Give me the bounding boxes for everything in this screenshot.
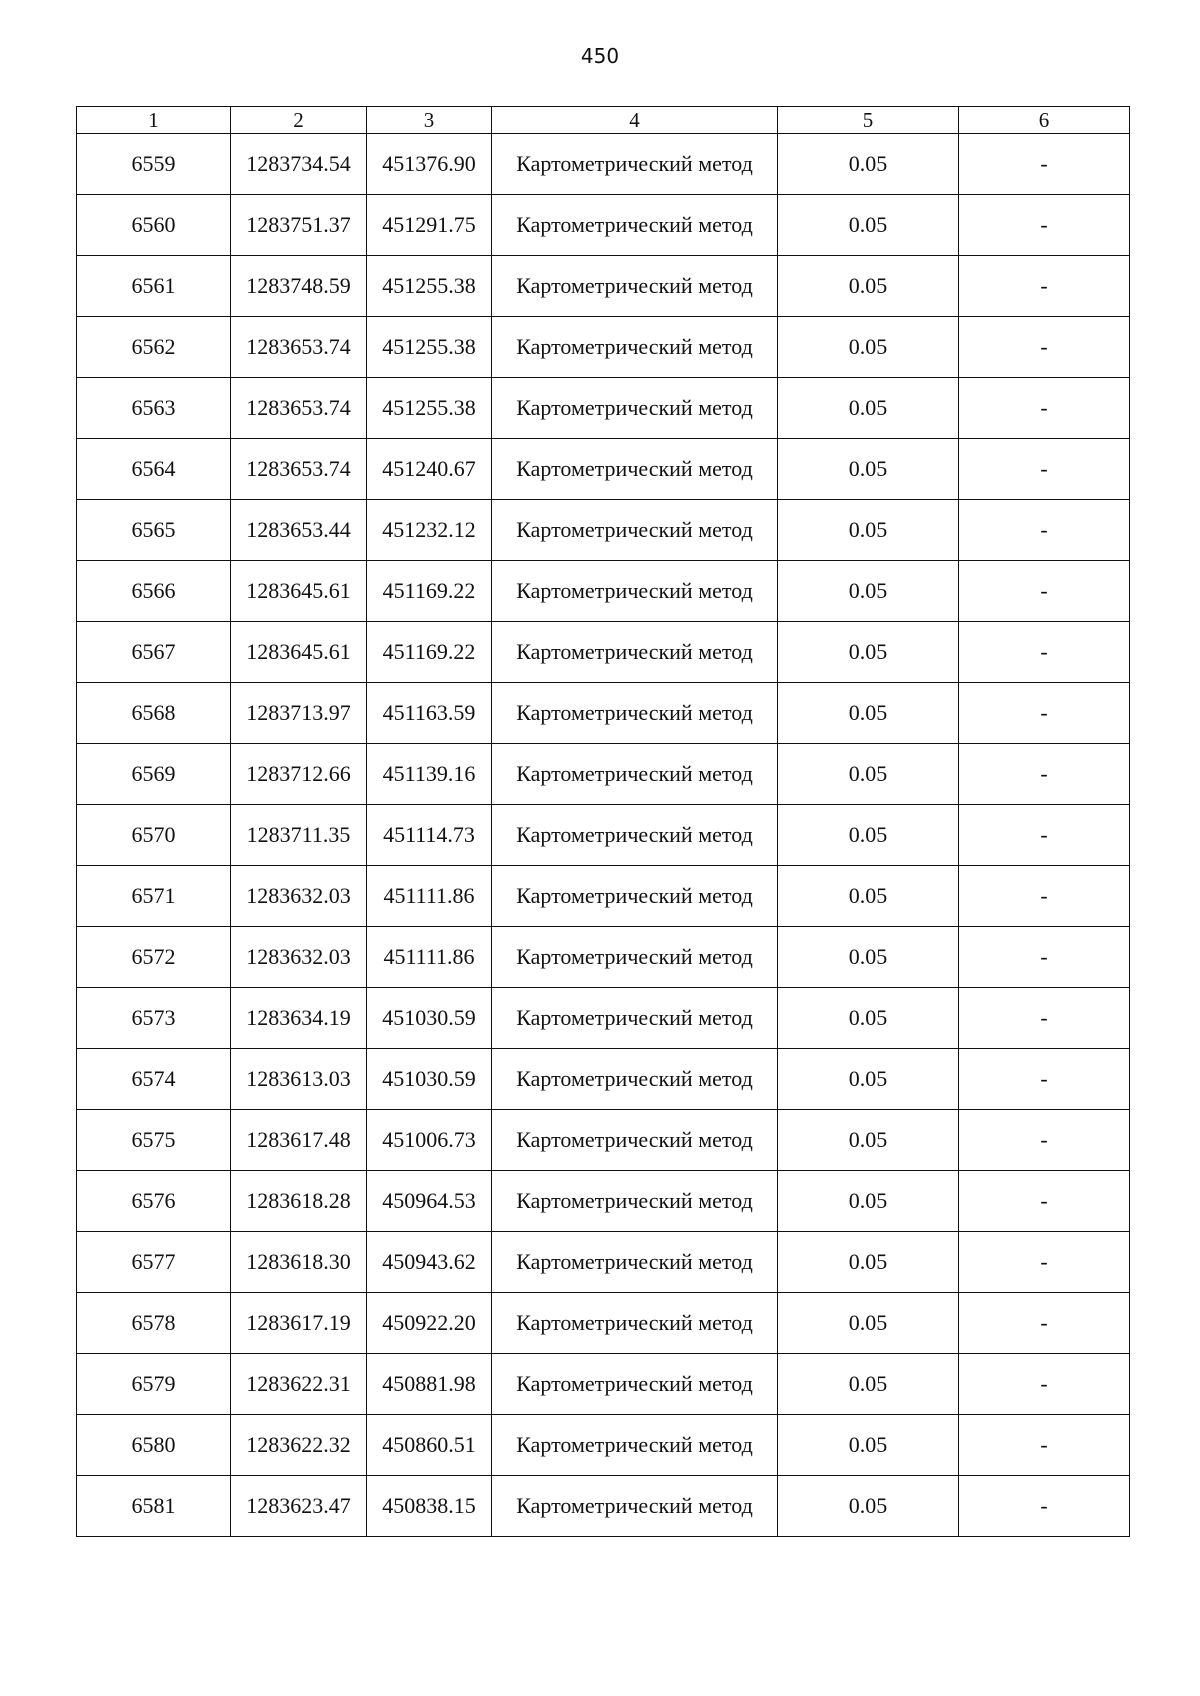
y-coordinate-cell: 450838.15 (367, 1476, 492, 1537)
method-cell: Картометрический метод (492, 195, 778, 256)
y-coordinate-cell: 451114.73 (367, 805, 492, 866)
accuracy-cell: 0.05 (778, 195, 959, 256)
table-row (77, 866, 1130, 927)
point-number-cell: 6567 (77, 622, 231, 683)
note-cell: - (959, 134, 1130, 195)
accuracy-cell: 0.05 (778, 1415, 959, 1476)
x-coordinate-cell: 1283653.74 (231, 317, 367, 378)
accuracy-cell: 0.05 (778, 927, 959, 988)
accuracy-cell: 0.05 (778, 1232, 959, 1293)
table-row (77, 1415, 1130, 1476)
x-coordinate-cell: 1283713.97 (231, 683, 367, 744)
method-cell: Картометрический метод (492, 1293, 778, 1354)
column-header-3: 3 (367, 107, 492, 134)
accuracy-cell: 0.05 (778, 134, 959, 195)
accuracy-cell: 0.05 (778, 1171, 959, 1232)
point-number-cell: 6566 (77, 561, 231, 622)
accuracy-cell: 0.05 (778, 439, 959, 500)
table-row (77, 256, 1130, 317)
method-cell: Картометрический метод (492, 1232, 778, 1293)
note-cell: - (959, 988, 1130, 1049)
note-cell: - (959, 1415, 1130, 1476)
y-coordinate-cell: 451139.16 (367, 744, 492, 805)
point-number-cell: 6573 (77, 988, 231, 1049)
accuracy-cell: 0.05 (778, 317, 959, 378)
x-coordinate-cell: 1283645.61 (231, 622, 367, 683)
table-row (77, 500, 1130, 561)
note-cell: - (959, 500, 1130, 561)
table-row (77, 1171, 1130, 1232)
x-coordinate-cell: 1283748.59 (231, 256, 367, 317)
x-coordinate-cell: 1283622.31 (231, 1354, 367, 1415)
table-header (77, 107, 1130, 134)
note-cell: - (959, 256, 1130, 317)
table-row (77, 1354, 1130, 1415)
x-coordinate-cell: 1283617.48 (231, 1110, 367, 1171)
accuracy-cell: 0.05 (778, 622, 959, 683)
table-row (77, 683, 1130, 744)
note-cell: - (959, 195, 1130, 256)
column-header-4: 4 (492, 107, 778, 134)
table-row (77, 805, 1130, 866)
point-number-cell: 6564 (77, 439, 231, 500)
y-coordinate-cell: 450964.53 (367, 1171, 492, 1232)
table-row (77, 1293, 1130, 1354)
y-coordinate-cell: 450860.51 (367, 1415, 492, 1476)
method-cell: Картометрический метод (492, 561, 778, 622)
note-cell: - (959, 1049, 1130, 1110)
y-coordinate-cell: 450881.98 (367, 1354, 492, 1415)
accuracy-cell: 0.05 (778, 1476, 959, 1537)
y-coordinate-cell: 450922.20 (367, 1293, 492, 1354)
x-coordinate-cell: 1283751.37 (231, 195, 367, 256)
y-coordinate-cell: 451240.67 (367, 439, 492, 500)
y-coordinate-cell: 451232.12 (367, 500, 492, 561)
table-row (77, 1110, 1130, 1171)
y-coordinate-cell: 451163.59 (367, 683, 492, 744)
column-header-6: 6 (959, 107, 1130, 134)
table-row (77, 988, 1130, 1049)
accuracy-cell: 0.05 (778, 561, 959, 622)
x-coordinate-cell: 1283711.35 (231, 805, 367, 866)
method-cell: Картометрический метод (492, 805, 778, 866)
point-number-cell: 6559 (77, 134, 231, 195)
note-cell: - (959, 1293, 1130, 1354)
point-number-cell: 6579 (77, 1354, 231, 1415)
note-cell: - (959, 622, 1130, 683)
table-row (77, 1476, 1130, 1537)
table-row (77, 927, 1130, 988)
table-row (77, 317, 1130, 378)
accuracy-cell: 0.05 (778, 1049, 959, 1110)
x-coordinate-cell: 1283632.03 (231, 866, 367, 927)
y-coordinate-cell: 451111.86 (367, 927, 492, 988)
note-cell: - (959, 1110, 1130, 1171)
x-coordinate-cell: 1283622.32 (231, 1415, 367, 1476)
accuracy-cell: 0.05 (778, 683, 959, 744)
method-cell: Картометрический метод (492, 317, 778, 378)
table-row (77, 1232, 1130, 1293)
table-row (77, 1049, 1130, 1110)
accuracy-cell: 0.05 (778, 988, 959, 1049)
note-cell: - (959, 561, 1130, 622)
x-coordinate-cell: 1283653.74 (231, 439, 367, 500)
y-coordinate-cell: 451006.73 (367, 1110, 492, 1171)
method-cell: Картометрический метод (492, 1415, 778, 1476)
y-coordinate-cell: 451030.59 (367, 1049, 492, 1110)
method-cell: Картометрический метод (492, 500, 778, 561)
note-cell: - (959, 927, 1130, 988)
point-number-cell: 6572 (77, 927, 231, 988)
accuracy-cell: 0.05 (778, 500, 959, 561)
point-number-cell: 6581 (77, 1476, 231, 1537)
method-cell: Картометрический метод (492, 1110, 778, 1171)
method-cell: Картометрический метод (492, 622, 778, 683)
accuracy-cell: 0.05 (778, 866, 959, 927)
y-coordinate-cell: 451255.38 (367, 256, 492, 317)
note-cell: - (959, 378, 1130, 439)
point-number-cell: 6569 (77, 744, 231, 805)
y-coordinate-cell: 451030.59 (367, 988, 492, 1049)
method-cell: Картометрический метод (492, 927, 778, 988)
point-number-cell: 6580 (77, 1415, 231, 1476)
table-row (77, 744, 1130, 805)
note-cell: - (959, 317, 1130, 378)
y-coordinate-cell: 451111.86 (367, 866, 492, 927)
table-row (77, 561, 1130, 622)
x-coordinate-cell: 1283653.44 (231, 500, 367, 561)
y-coordinate-cell: 451169.22 (367, 561, 492, 622)
accuracy-cell: 0.05 (778, 1293, 959, 1354)
accuracy-cell: 0.05 (778, 744, 959, 805)
note-cell: - (959, 683, 1130, 744)
page-number: 450 (580, 44, 620, 68)
method-cell: Картометрический метод (492, 683, 778, 744)
method-cell: Картометрический метод (492, 256, 778, 317)
y-coordinate-cell: 451376.90 (367, 134, 492, 195)
point-number-cell: 6568 (77, 683, 231, 744)
method-cell: Картометрический метод (492, 1354, 778, 1415)
table-row (77, 622, 1130, 683)
method-cell: Картометрический метод (492, 744, 778, 805)
x-coordinate-cell: 1283632.03 (231, 927, 367, 988)
y-coordinate-cell: 451255.38 (367, 378, 492, 439)
y-coordinate-cell: 451169.22 (367, 622, 492, 683)
note-cell: - (959, 1476, 1130, 1537)
x-coordinate-cell: 1283653.74 (231, 378, 367, 439)
note-cell: - (959, 744, 1130, 805)
note-cell: - (959, 805, 1130, 866)
method-cell: Картометрический метод (492, 1049, 778, 1110)
method-cell: Картометрический метод (492, 988, 778, 1049)
table-row (77, 195, 1130, 256)
point-number-cell: 6576 (77, 1171, 231, 1232)
column-header-1: 1 (77, 107, 231, 134)
y-coordinate-cell: 451291.75 (367, 195, 492, 256)
coordinates-table (76, 106, 1130, 1537)
method-cell: Картометрический метод (492, 134, 778, 195)
method-cell: Картометрический метод (492, 439, 778, 500)
table-row (77, 378, 1130, 439)
method-cell: Картометрический метод (492, 866, 778, 927)
point-number-cell: 6574 (77, 1049, 231, 1110)
column-header-5: 5 (778, 107, 959, 134)
point-number-cell: 6575 (77, 1110, 231, 1171)
x-coordinate-cell: 1283613.03 (231, 1049, 367, 1110)
note-cell: - (959, 1354, 1130, 1415)
point-number-cell: 6578 (77, 1293, 231, 1354)
x-coordinate-cell: 1283618.30 (231, 1232, 367, 1293)
note-cell: - (959, 1171, 1130, 1232)
point-number-cell: 6562 (77, 317, 231, 378)
table-row (77, 134, 1130, 195)
x-coordinate-cell: 1283623.47 (231, 1476, 367, 1537)
method-cell: Картометрический метод (492, 378, 778, 439)
accuracy-cell: 0.05 (778, 256, 959, 317)
note-cell: - (959, 1232, 1130, 1293)
point-number-cell: 6560 (77, 195, 231, 256)
table-row (77, 439, 1130, 500)
point-number-cell: 6571 (77, 866, 231, 927)
accuracy-cell: 0.05 (778, 805, 959, 866)
point-number-cell: 6563 (77, 378, 231, 439)
x-coordinate-cell: 1283645.61 (231, 561, 367, 622)
accuracy-cell: 0.05 (778, 1110, 959, 1171)
point-number-cell: 6565 (77, 500, 231, 561)
x-coordinate-cell: 1283617.19 (231, 1293, 367, 1354)
accuracy-cell: 0.05 (778, 378, 959, 439)
x-coordinate-cell: 1283618.28 (231, 1171, 367, 1232)
accuracy-cell: 0.05 (778, 1354, 959, 1415)
note-cell: - (959, 866, 1130, 927)
y-coordinate-cell: 450943.62 (367, 1232, 492, 1293)
table-body (77, 134, 1130, 1537)
column-header-2: 2 (231, 107, 367, 134)
method-cell: Картометрический метод (492, 1171, 778, 1232)
method-cell: Картометрический метод (492, 1476, 778, 1537)
point-number-cell: 6570 (77, 805, 231, 866)
x-coordinate-cell: 1283734.54 (231, 134, 367, 195)
note-cell: - (959, 439, 1130, 500)
point-number-cell: 6577 (77, 1232, 231, 1293)
x-coordinate-cell: 1283712.66 (231, 744, 367, 805)
x-coordinate-cell: 1283634.19 (231, 988, 367, 1049)
y-coordinate-cell: 451255.38 (367, 317, 492, 378)
point-number-cell: 6561 (77, 256, 231, 317)
